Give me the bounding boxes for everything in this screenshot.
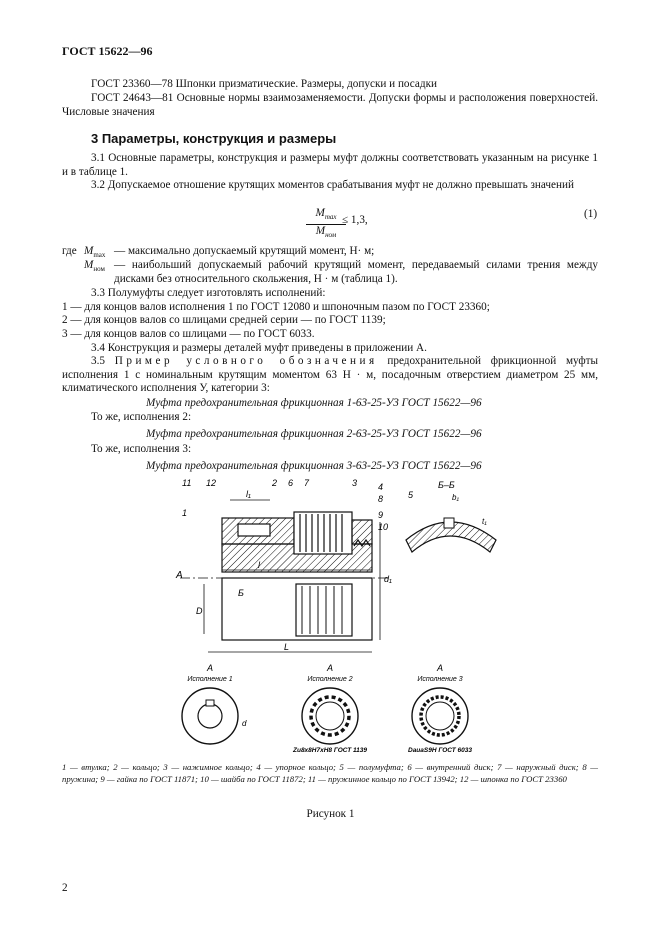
callout-12: 12 [206,478,217,488]
callout-7: 7 [304,478,310,488]
variant-2: 2 — для концов валов со шлицами средней серии — по ГОСТ 1139; [62,314,386,326]
paragraph-3-1: 3.1 Основные параметры, конструкция и размеры муфт должны соответствовать указанным на рисунке 1 и в таблице 1. [62,152,598,178]
view-2-note: Zи8х8Н7хН8 ГОСТ 1139 [293,747,367,754]
formula-number: (1) [584,208,598,220]
view-2-bore [316,702,344,730]
lower-half-outline [222,578,372,640]
where-mmax-text: — максимально допускаемый крутящий момент, Н· м; [114,245,375,257]
variant-1: 1 — для концов валов исполнения 1 по ГОСТ 12080 и шпоночным пазом по ГОСТ 23360; [62,301,490,313]
view-1-keyway [206,700,214,706]
view-1-outer [182,688,238,744]
view-variant-3 [408,663,472,754]
lower-disc-pack [296,584,352,636]
view-variant-2 [292,663,367,754]
callout-3: 3 [352,478,358,488]
where-prefix: где [62,245,77,257]
where-mnom-text: — наибольший допускаемый рабочий крутящий момент, передаваемый силами трения между дисками без относительного скольжения, Н · м (таблица 1). [114,259,598,285]
view-3-note: DaиaS9Н ГОСТ 6033 [408,747,472,754]
variant-3: 3 — для концов валов со шлицами — по ГОСТ 6033. [62,328,315,340]
figure-caption: Рисунок 1 [306,808,355,820]
view-variant-1 [182,663,247,744]
view-2-splines [311,697,349,735]
view-3-label: Исполнение 3 [417,676,463,683]
view-3-bore [426,702,454,730]
paragraph-3-3: 3.3 Полумуфты следует изготовлять исполнений: [91,287,326,299]
callout-4: 4 [378,482,384,492]
dim-d1: d₁ [384,574,392,584]
cut-b-marker: Б [238,588,244,598]
paragraph-3-5: 3.5 Пример условного обозначения предохранительной фрикционной муфты исполнения 1 с номинальным крутящим моментом 63 Н · м, посадочным отверстием диаметром 25 мм, климатического исполнения У, категории 3: [62,355,599,395]
view-3-splines [421,697,459,735]
callout-5: 5 [408,490,414,500]
key-slot [238,524,270,536]
callout-2: 2 [272,478,278,488]
callout-11: 11 [182,478,192,488]
where-mnom-symbol: $M_{ном}$ [84,259,105,274]
view-1-d-label: d [242,719,247,728]
formula-rhs: ≤ 1,3, [342,214,368,226]
section-title: 3 Параметры, конструкция и размеры [91,131,337,146]
figure-legend: 1 — втулка; 2 — кольцо; 3 — нажимное кольцо; 4 — упорное кольцо; 5 — полумуфта; 6 — внутренний диск; 7 — наружный диск; 8 — пружина; 9 — гайка по ГОСТ 11871; 10 — шайба по ГОСТ 11872; 11 — пружинное кольцо по ГОСТ 13942; 12 — шпонка по ГОСТ 23360 [62,762,598,784]
dim-l1: l₁ [246,489,251,499]
page-number: 2 [62,882,68,894]
view-1-label: Исполнение 1 [187,676,233,683]
view-2-label: Исполнение 2 [307,676,353,683]
example-designation-3: Муфта предохранительная фрикционная 3-63-25-У3 ГОСТ 15622—96 [146,460,482,472]
section-bb-key [444,518,454,528]
page-header: ГОСТ 15622—96 [62,44,153,58]
paragraph-3-4: 3.4 Конструкция и размеры деталей муфт приведены в приложении А. [91,342,427,354]
view-2-letter: А [326,663,334,673]
callout-1: 1 [182,508,188,518]
ref-gost-24643: ГОСТ 24643—81 Основные нормы взаимозаменяемости. Допуски формы и расположения поверхностей. Числовые значения [62,92,598,118]
callout-10: 10 [378,522,389,532]
formula-fraction: $M_{max}$ $M_{ном}$ [306,207,346,242]
callout-6: 6 [288,478,294,488]
section-bb-label: Б–Б [438,480,455,490]
coupling-section-drawing [160,474,500,664]
view-1-letter: А [206,663,214,673]
where-mmax-symbol: $M_{max}$ [84,245,106,260]
callout-8: 8 [378,494,384,504]
cut-a-marker: А [176,570,183,581]
view-1-bore [198,704,222,728]
example-designation-2: Муфта предохранительная фрикционная 2-63-25-У3 ГОСТ 15622—96 [146,428,482,440]
pressure-ring [352,520,372,544]
ref-gost-23360: ГОСТ 23360—78 Шпонки призматические. Размеры, допуски и посадки [91,78,437,90]
example-designation-1: Муфта предохранительная фрикционная 1-63-25-У3 ГОСТ 15622—96 [146,397,482,409]
same-variant-2: То же, исполнения 2: [91,411,192,423]
end-views [170,662,490,754]
view-3-letter: А [436,663,444,673]
callout-9: 9 [378,510,384,520]
paragraph-3-2: 3.2 Допускаемое отношение крутящих моментов срабатывания муфт не должно превышать значений [91,179,574,191]
same-variant-3: То же, исполнения 3: [91,443,192,455]
dim-L: L [284,642,290,652]
dim-l: l [258,560,260,570]
dim-D: D [196,606,203,616]
disc-pack [294,512,352,554]
dim-t1: t₁ [482,517,487,526]
dim-b1: b₁ [452,493,459,502]
